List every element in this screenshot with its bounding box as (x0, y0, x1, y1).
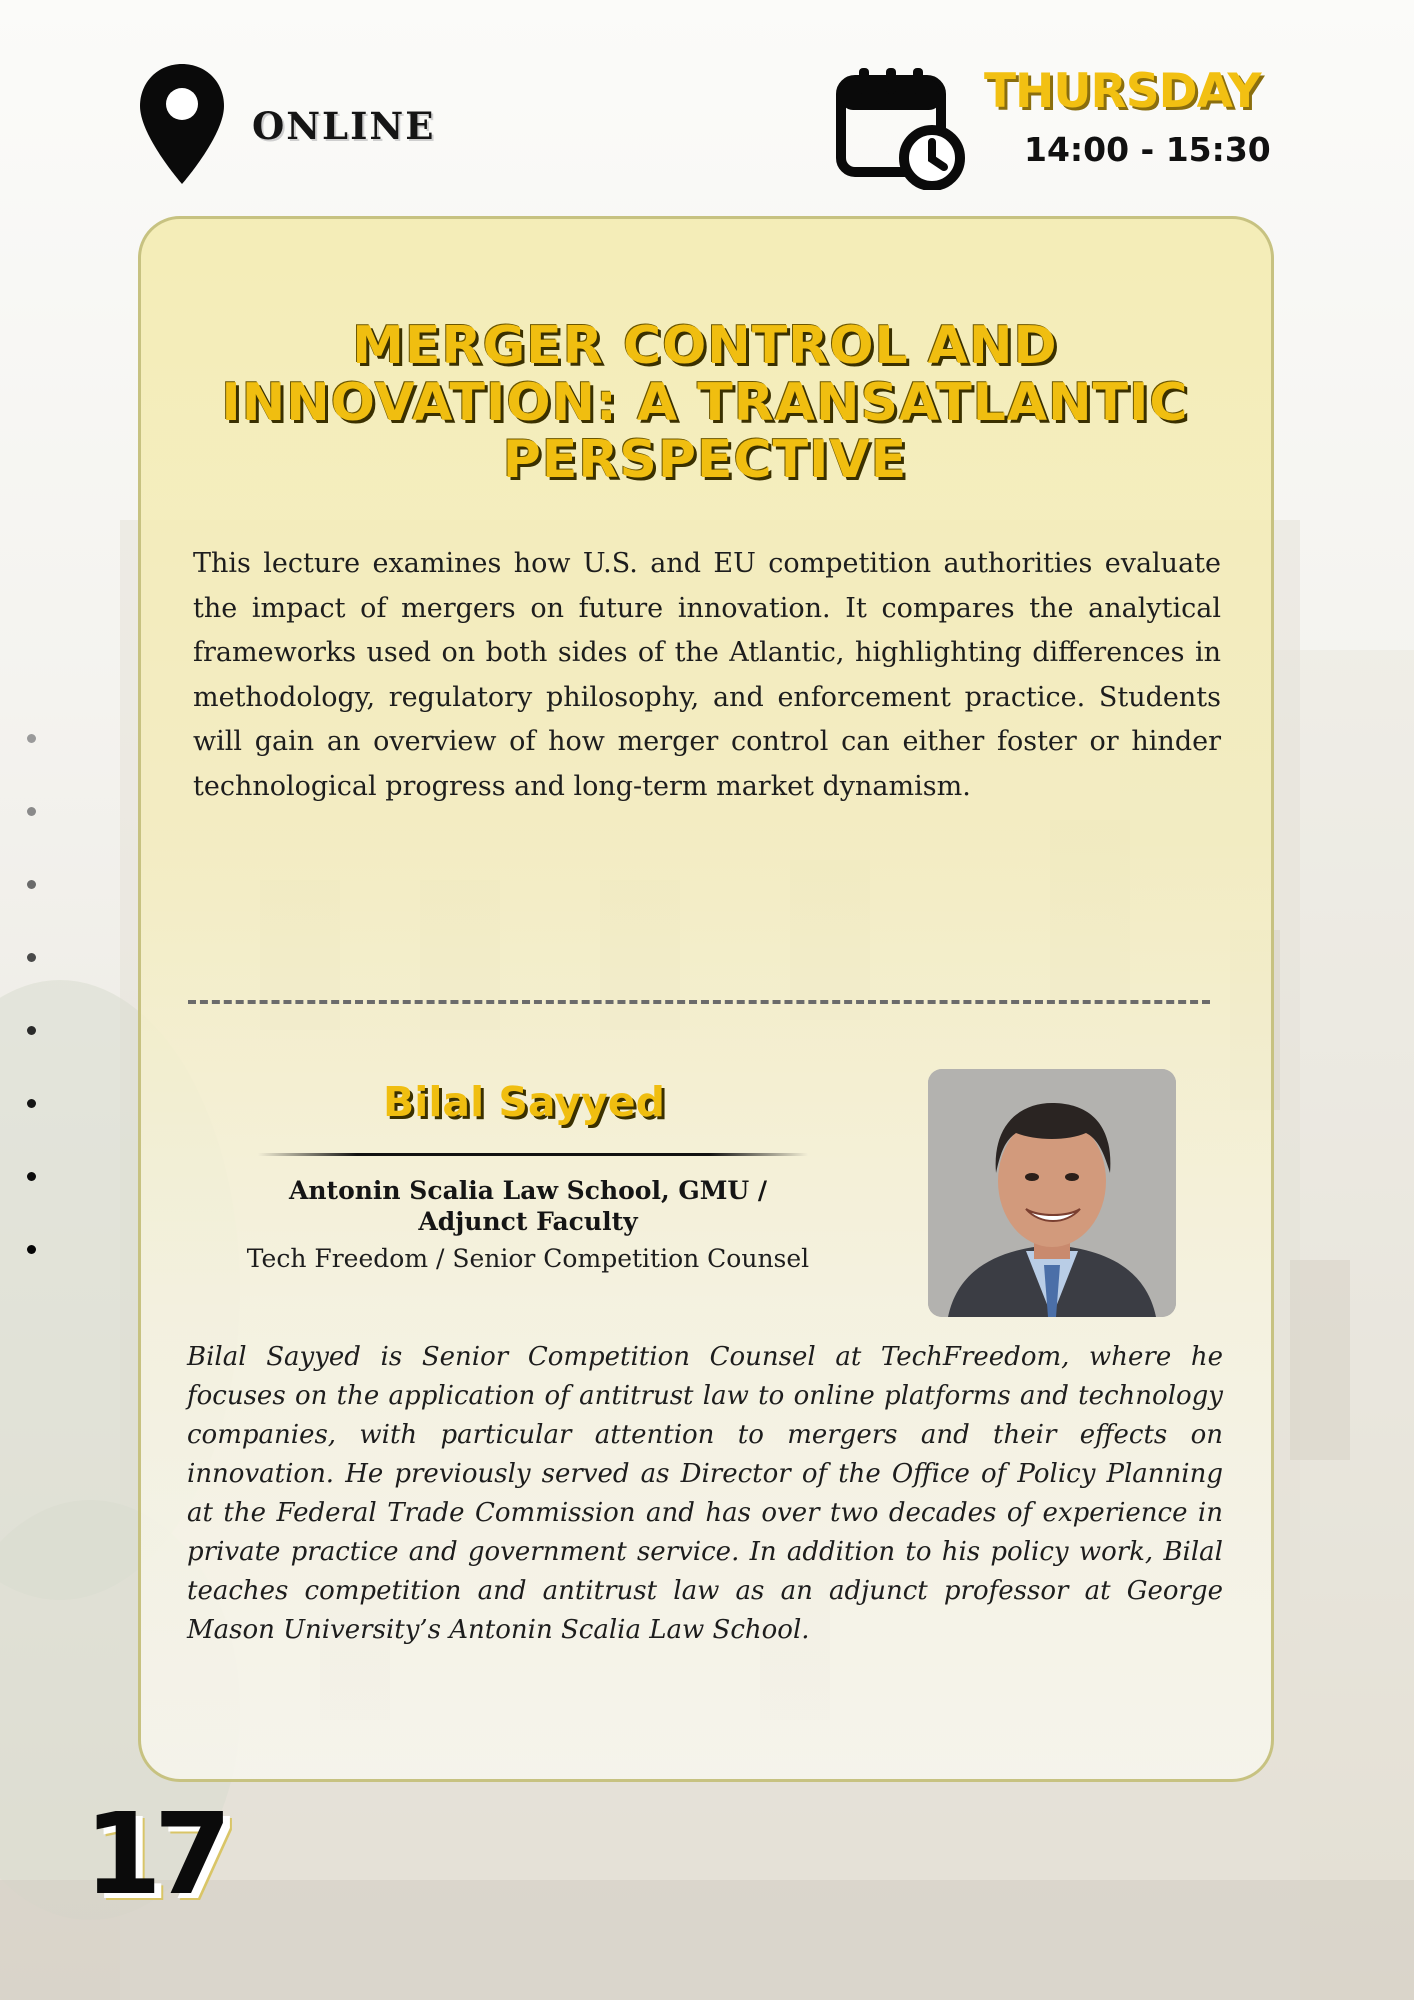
speaker-bio: Bilal Sayyed is Senior Competition Counsel at TechFreedom, where he focuses on the application of antitrust law to online platforms and technology companies, with particular attention to mergers and their effects on innovation. He previously served as Director of the Office of Policy Planning at the Federal Trade Commission and has over two decades of experience in private practice and government service. In addition to his policy work, Bilal teaches competition and antitrust law as an adjunct professor at George Mason University’s Antonin Scalia Law School. (187, 1342, 1223, 1645)
decorative-dot (27, 1172, 36, 1181)
title-line: PERSPECTIVE (502, 430, 908, 490)
speaker-affiliation-secondary: Tech Freedom / Senior Competition Counsel (246, 1244, 810, 1273)
decorative-dot (27, 953, 36, 962)
section-divider (188, 1000, 1210, 1004)
title-line: INNOVATION: A TRANSATLANTIC (221, 373, 1189, 433)
lecture-description: This lecture examines how U.S. and EU competition authorities evaluate the impact of mergers on future innovation. It compares the analytical frameworks used on both sides of the Atlantic, highlighting differences in methodology, regulatory philosophy, and enforcement practice. Students will gain an overview of how merger control can either foster or hinder technological progress and long-term market dynamism. (193, 548, 1221, 802)
event-day: THURSDAY (984, 64, 1261, 119)
decorative-dot (27, 880, 36, 889)
title-line: MERGER CONTROL AND (352, 316, 1058, 376)
map-pin-icon (138, 62, 226, 190)
speaker-affiliation-primary: Antonin Scalia Law School, GMU / Adjunct Faculty (288, 1176, 768, 1236)
page-number: 17 (84, 1790, 224, 1920)
decorative-dot (27, 807, 36, 816)
speaker-photo (928, 1069, 1176, 1317)
location-block (138, 62, 435, 190)
decorative-dot (27, 1245, 36, 1254)
decorative-dot-column (27, 734, 36, 1318)
decorative-dot (27, 734, 36, 743)
lecture-title (170, 318, 1240, 489)
decorative-dot (27, 1026, 36, 1035)
decorative-dot (27, 1099, 36, 1108)
event-time: 14:00 - 15:30 (1024, 130, 1271, 169)
location-label: ONLINE (252, 104, 436, 148)
calendar-clock-icon (836, 66, 966, 194)
name-underline (258, 1153, 808, 1156)
speaker-name: Bilal Sayyed (383, 1078, 665, 1126)
